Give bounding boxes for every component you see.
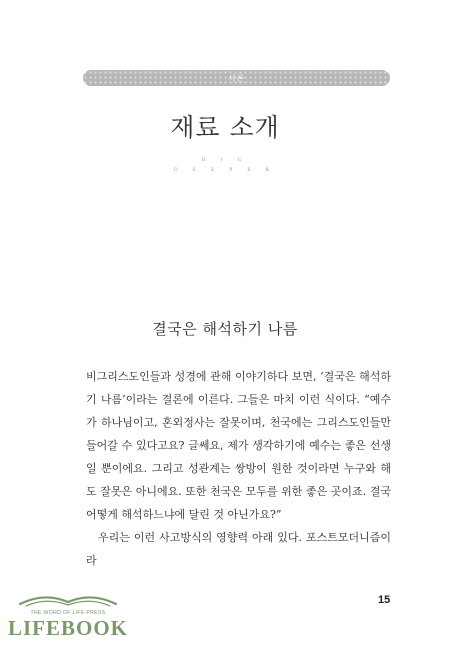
section-subtitle: 결국은 해석하기 나름 [152, 320, 298, 338]
section-label: 서론 [227, 73, 246, 83]
dig-deeper-tagline [0, 156, 450, 176]
paragraph-1: 비그리스도인들과 성경에 관해 이야기하다 보면, ‘결국은 해석하기 나름’이라는 결론에 이른다. 그들은 마치 이런 식이다. “예수가 하나님이고, 혼외정사는 잘못이며, 천국에는 그리스도인들만 들어갈 수 있다고요? 글쎄요, 제가 생각하기에 예수는 좋은 선생일 뿐이에요. 그리고 성관계는 쌍방이 원한 것이라면 누구와 해도 잘못은 아니에요. 또한 천국은 모두를 위한 좋은 곳이죠. 결국 어떻게 해석하느냐에 달린 것 아닌가요?” [86, 370, 391, 521]
body-text [86, 365, 391, 572]
tagline-line-1: D I G [201, 158, 249, 163]
logo-wordmark: LIFEBOOK [7, 616, 129, 640]
section-header-bar [83, 70, 390, 86]
chapter-title: 재료 소개 [170, 113, 280, 142]
page-number: 15 [378, 594, 391, 606]
tagline-line-2: D E E P E R [174, 168, 276, 173]
paragraph-2: 우리는 이런 사고방식의 영향력 아래 있다. 포스트모더니즘이라 [86, 531, 391, 567]
lifebook-logo [7, 590, 129, 640]
logo-tagline: THE WORD OF LIFE PRESS [30, 610, 106, 616]
